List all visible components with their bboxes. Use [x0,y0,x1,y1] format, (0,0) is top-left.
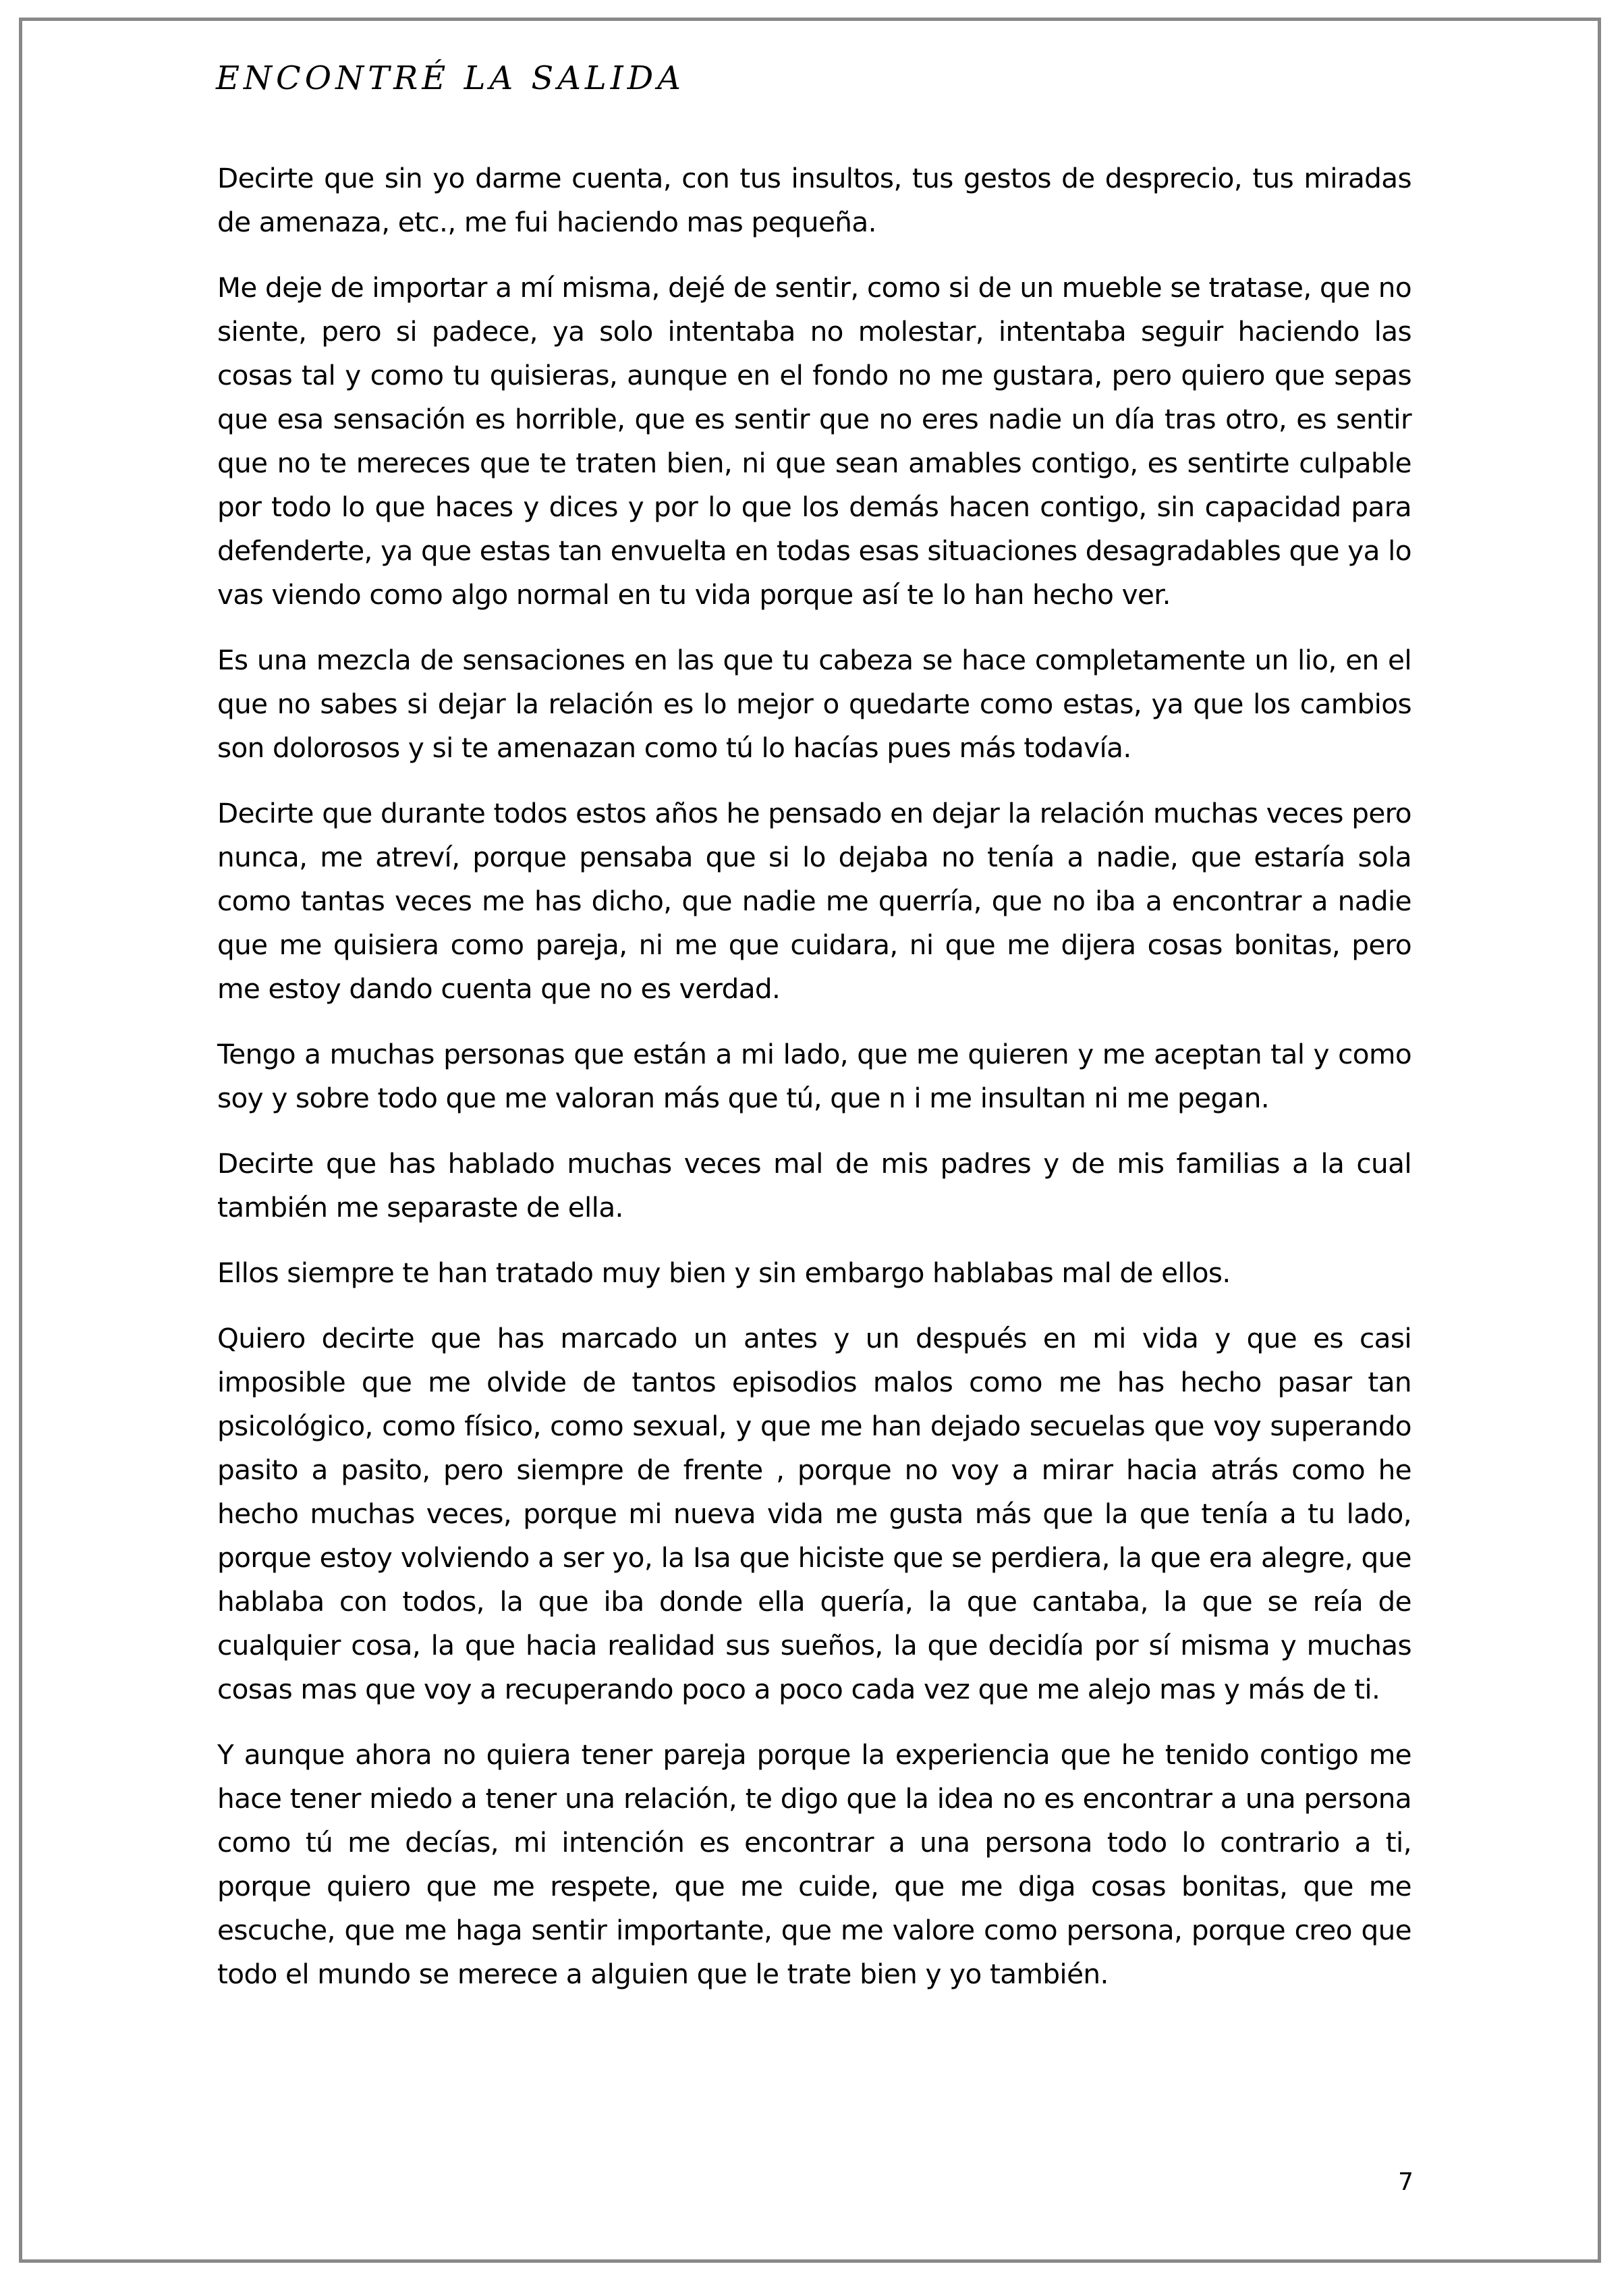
paragraph-6: Decirte que has hablado muchas veces mal de mis padres y de mis familias a la cual también me separaste de ella. [217,1147,1411,1223]
paragraph-5: Tengo a muchas personas que están a mi lado, que me quieren y me aceptan tal y como soy y sobre todo que me valoran más que tú, que n i me insultan ni me pegan. [217,1038,1411,1114]
running-header-title: ENCONTRÉ LA SALIDA [216,59,685,97]
paragraph-7: Ellos siempre te han tratado muy bien y sin embargo hablabas mal de ellos. [217,1257,1231,1289]
paragraph-3: Es una mezcla de sensaciones en las que tu cabeza se hace completamente un lio, en el que no sabes si dejar la relación es lo mejor o quedarte como estas, ya que los cambios son dolorosos y si te amenazan como tú lo hacías pues más todavía. [217,644,1411,764]
paragraph-1: Decirte que sin yo darme cuenta, con tus insultos, tus gestos de desprecio, tus miradas de amenaza, etc., me fui haciendo mas pequeña. [217,162,1411,238]
paragraph-2: Me deje de importar a mí misma, dejé de sentir, como si de un mueble se tratase, que no siente, pero si padece, ya solo intentaba no molestar, intentaba seguir haciendo las cosas tal y como tu quisieras, aunque en el fondo no me gustara, pero quiero que sepas que esa sensación es horrible, que es sentir que no eres nadie un día tras otro, es sentir que no te mereces que te traten bien, ni que sean amables contigo, es sentirte culpable por todo lo que haces y dices y por lo que los demás hacen contigo, sin capacidad para defenderte, ya que estas tan envuelta en todas esas situaciones desagradables que ya lo vas viendo como algo normal en tu vida porque así te lo han hecho ver. [217,271,1411,611]
paragraph-4: Decirte que durante todos estos años he pensado en dejar la relación muchas veces pero nunca, me atreví, porque pensaba que si lo dejaba no tenía a nadie, que estaría sola como tantas veces me has dicho, que nadie me querría, que no iba a encontrar a nadie que me quisiera como pareja, ni me que cuidara, ni que me dijera cosas bonitas, pero me estoy dando cuenta que no es verdad. [217,797,1411,1005]
document-body [217,157,1411,2018]
paragraph-9: Y aunque ahora no quiera tener pareja porque la experiencia que he tenido contigo me hace tener miedo a tener una relación, te digo que la idea no es encontrar a una persona como tú me decías, mi intención es encontrar a una persona todo lo contrario a ti, porque quiero que me respete, que me cuide, que me diga cosas bonitas, que me escuche, que me haga sentir importante, que me valore como persona, porque creo que todo el mundo se merece a alguien que le trate bien y yo también. [217,1738,1411,1990]
page-number: 7 [1398,2168,1413,2196]
paragraph-8: Quiero decirte que has marcado un antes y un después en mi vida y que es casi imposible que me olvide de tantos episodios malos como me has hecho pasar tan psicológico, como físico, como sexual, y que me han dejado secuelas que voy superando pasito a pasito, pero siempre de frente , porque no voy a mirar hacia atrás como he hecho muchas veces, porque mi nueva vida me gusta más que la que tenía a tu lado, porque estoy volviendo a ser yo, la Isa que hiciste que se perdiera, la que era alegre, que hablaba con todos, la que iba donde ella quería, la que cantaba, la que se reía de cualquier cosa, la que hacia realidad sus sueños, la que decidía por sí misma y muchas cosas mas que voy a recuperando poco a poco cada vez que me alejo mas y más de ti. [217,1322,1411,1705]
